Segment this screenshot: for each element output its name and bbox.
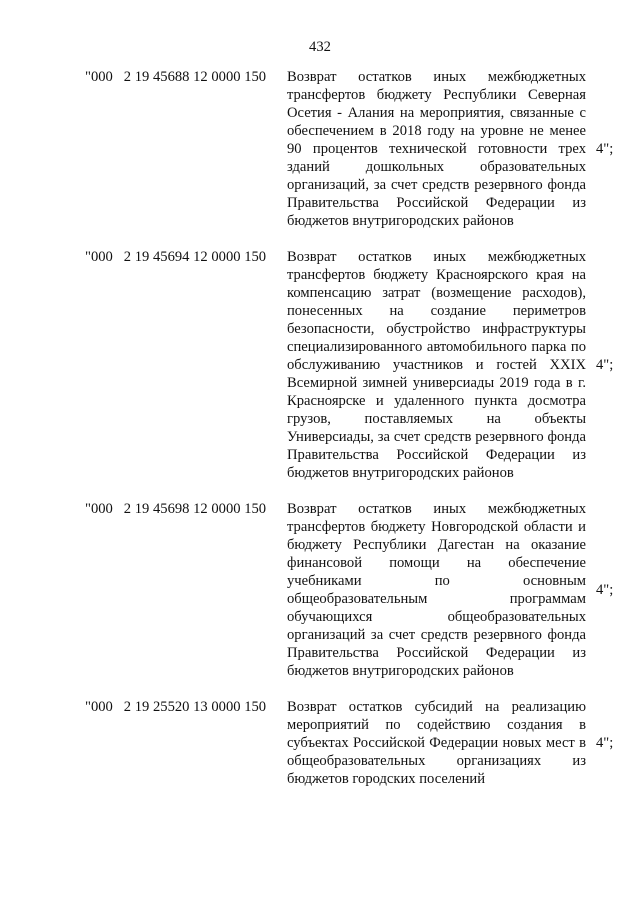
- budget-code-description: Возврат остатков субсидий на реализацию мероприятий по содействию создания в субъектах Российской Федерации новых мест в общеобразовательных организациях из бюджетов городских поселений: [287, 699, 586, 787]
- entry-suffix: 4";: [596, 357, 614, 373]
- budget-code-entry: [85, 248, 625, 482]
- budget-code: "000 2 19 45694 12 0000 150: [85, 249, 267, 265]
- budget-code-entry: [85, 500, 625, 680]
- entry-suffix: 4";: [596, 582, 614, 598]
- budget-code-entry: [85, 68, 625, 230]
- budget-code-description: Возврат остатков иных межбюджетных трансфертов бюджету Новгородской области и бюджету Республики Дагестан на оказание финансовой помощи на обеспечение учебниками по основным общеобразовательным программам обучающихся общеобразовательных организаций за счет средств резервного фонда Правительства Российской Федерации из бюджетов внутригородских районов: [287, 501, 586, 679]
- budget-code-description: Возврат остатков иных межбюджетных трансфертов бюджету Красноярского края на компенсацию затрат (возмещение расходов), понесенных на создание периметров безопасности, обустройство инфраструктуры специализированного автомобильного парка по обслуживанию участников и гостей XXIX Всемирной зимней универсиады 2019 года в г. Красноярске и удаленного пункта досмотра грузов, поставляемых на объекты Универсиады, за счет средств резервного фонда Правительства Российской Федерации из бюджетов внутригородских районов: [287, 249, 586, 481]
- budget-code-list: [85, 68, 625, 806]
- budget-code-description: Возврат остатков иных межбюджетных трансфертов бюджету Республики Северная Осетия - Алания на мероприятия, связанные с обеспечением в 2018 году на уровне не менее 90 процентов технической готовности трех зданий дошкольных образовательных организаций, за счет средств резервного фонда Правительства Российской Федерации из бюджетов внутригородских районов: [287, 69, 586, 229]
- budget-code-entry: [85, 698, 625, 788]
- budget-code: "000 2 19 45688 12 0000 150: [85, 69, 267, 85]
- entry-suffix: 4";: [596, 735, 614, 751]
- page-number: 432: [309, 39, 331, 55]
- budget-code: "000 2 19 25520 13 0000 150: [85, 699, 267, 715]
- entry-suffix: 4";: [596, 141, 614, 157]
- budget-code: "000 2 19 45698 12 0000 150: [85, 501, 267, 517]
